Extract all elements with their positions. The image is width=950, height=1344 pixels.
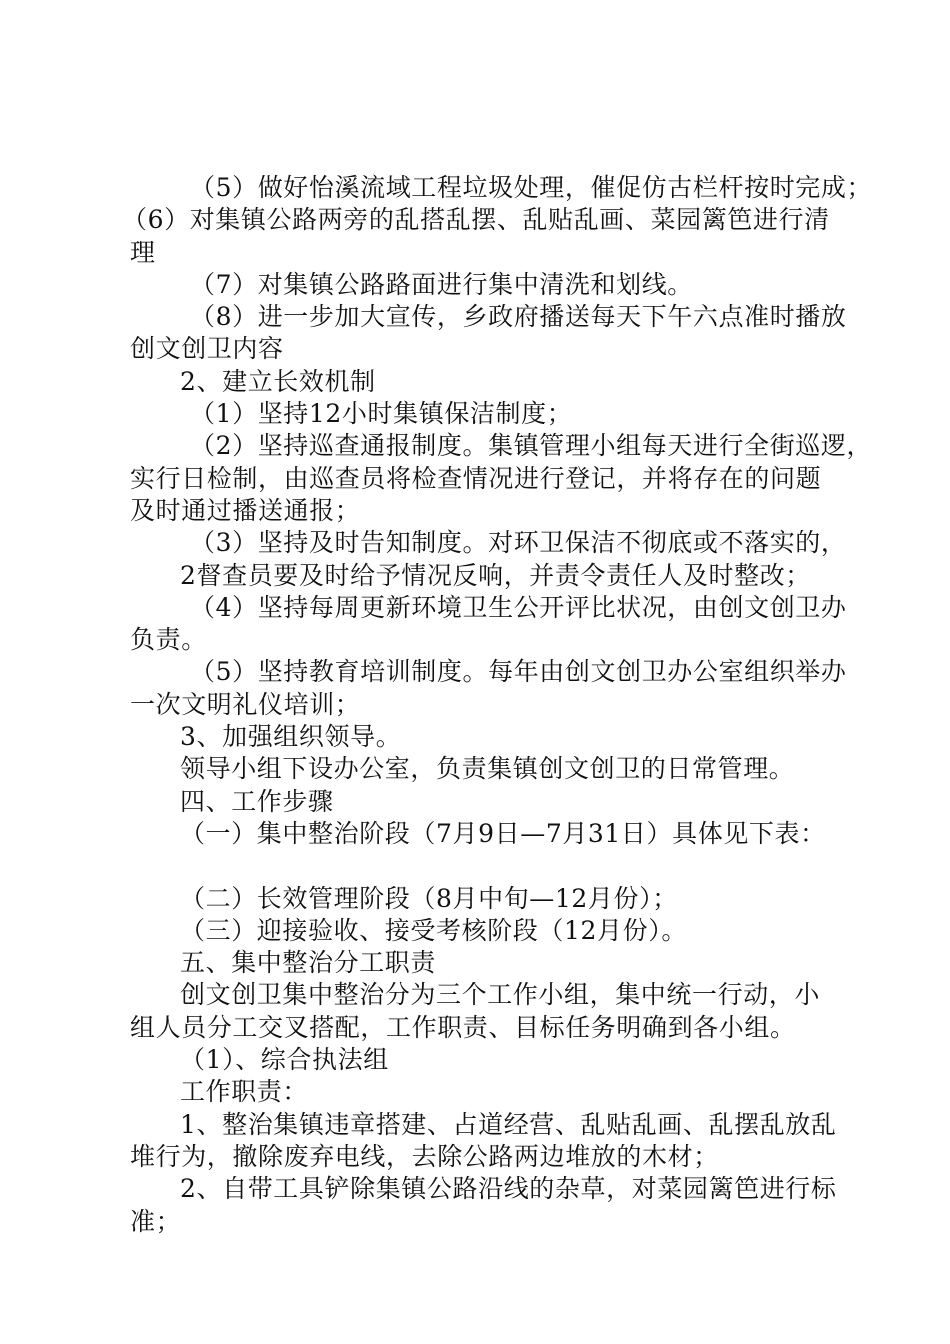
paragraph-line: 负责。	[130, 625, 207, 655]
paragraph-line: 组人员分工交叉搭配，工作职责、目标任务明确到各小组。	[130, 1012, 796, 1042]
paragraph-line: （5）坚持教育培训制度。每年由创文创卫办公室组织举办	[190, 657, 847, 687]
paragraph-line: （6）对集镇公路两旁的乱搭乱摆、乱贴乱画、菜园篱笆进行清	[122, 205, 830, 235]
paragraph-line: 及时通过播送通报；	[130, 495, 361, 525]
paragraph-line: （4）坚持每周更新环境卫生公开评比状况，由创文创卫办	[190, 592, 847, 622]
paragraph-line: （2）坚持巡查通报制度。集镇管理小组每天进行全街巡逻，	[190, 431, 873, 461]
subsection-heading: （1）、综合执法组	[180, 1045, 389, 1075]
paragraph-line: 2督查员要及时给予情况反响，并责令责任人及时整改；	[180, 560, 811, 590]
paragraph-line: （5）做好怡溪流域工程垃圾处理，催促仿古栏杆按时完成；	[190, 173, 873, 202]
paragraph-line: （7）对集镇公路路面进行集中清洗和划线。	[190, 269, 693, 299]
section-heading: 五、集中整治分工职责	[180, 948, 437, 978]
section-heading: 四、工作步骤	[180, 786, 334, 816]
paragraph-line: 实行日检制，由巡查员将检查情况进行登记，并将存在的问题	[130, 463, 822, 493]
paragraph-line: 堆行为，撤除废弃电线，去除公路两边堆放的木材；	[130, 1141, 719, 1171]
paragraph-line: 创文创卫集中整治分为三个工作小组，集中统一行动，小	[180, 980, 821, 1010]
paragraph-line: （3）坚持及时告知制度。对环卫保洁不彻底或不落实的，	[190, 528, 847, 558]
section-heading: 2、建立长效机制	[180, 366, 376, 396]
paragraph-line: 工作职责：	[180, 1077, 309, 1107]
paragraph-line: 创文创卫内容	[130, 334, 284, 364]
paragraph-line: 准；	[130, 1206, 182, 1236]
document-body	[122, 172, 873, 1238]
paragraph-line: （一）集中整治阶段（7月9日—7月31日）具体见下表：	[180, 818, 826, 848]
paragraph-line: 一次文明礼仪培训；	[130, 689, 361, 719]
paragraph-line: （三）迎接验收、接受考核阶段（12月份）。	[180, 915, 687, 945]
paragraph-line: （二）长效管理阶段（8月中旬—12月份）；	[180, 883, 678, 913]
paragraph-line: 2、自带工具铲除集镇公路沿线的杂草，对菜园篱笆进行标	[180, 1174, 837, 1204]
paragraph-line: 1、整治集镇违章搭建、占道经营、乱贴乱画、乱摆乱放乱	[180, 1109, 837, 1139]
blank-line	[130, 850, 840, 882]
paragraph-line: （1）坚持12小时集镇保洁制度；	[190, 399, 573, 429]
section-heading: 3、加强组织领导。	[180, 722, 402, 752]
paragraph-line: 领导小组下设办公室，负责集镇创文创卫的日常管理。	[180, 754, 795, 784]
paragraph-line: 理	[130, 237, 156, 267]
paragraph-line: （8）进一步加大宣传，乡政府播送每天下午六点准时播放	[190, 302, 847, 332]
